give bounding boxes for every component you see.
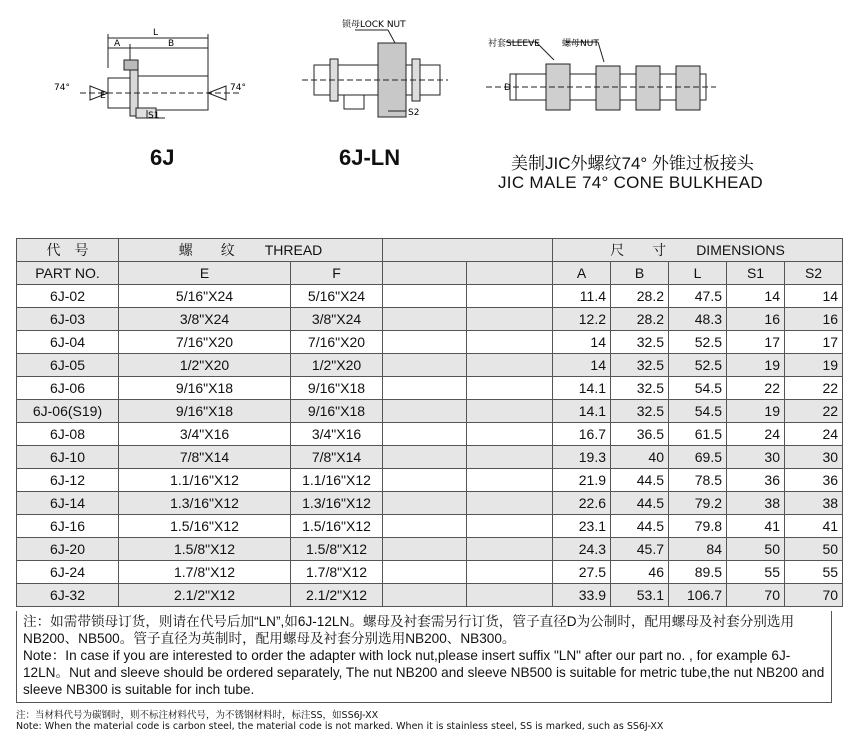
dim-s1-label: S1 (148, 111, 160, 121)
cell-thread-e: 1.1/16"X12 (119, 469, 291, 492)
cell-empty (467, 584, 553, 607)
cell-empty (383, 423, 467, 446)
drawing-6j-ln (300, 15, 450, 125)
cell-a: 14 (553, 331, 611, 354)
cell-l: 84 (669, 538, 727, 561)
dim-a-label: A (114, 39, 121, 49)
cell-b: 44.5 (611, 515, 669, 538)
header-e: E (119, 262, 291, 285)
cell-b: 28.2 (611, 285, 669, 308)
cell-part-no: 6J-12 (17, 469, 119, 492)
header-l: L (669, 262, 727, 285)
cell-empty (383, 285, 467, 308)
header-b: B (611, 262, 669, 285)
cell-l: 61.5 (669, 423, 727, 446)
table-row (17, 469, 843, 492)
cell-l: 48.3 (669, 308, 727, 331)
cell-thread-f: 5/16"X24 (291, 285, 383, 308)
cell-empty (383, 400, 467, 423)
cell-s2: 38 (785, 492, 843, 515)
cell-empty (383, 446, 467, 469)
cell-empty (467, 354, 553, 377)
cell-part-no: 6J-06(S19) (17, 400, 119, 423)
cell-part-no: 6J-02 (17, 285, 119, 308)
header-part-cn: 代 号 (17, 239, 119, 262)
sleeve-label: 衬套SLEEVE (488, 39, 540, 49)
product-title-cn: 美制JIC外螺纹74° 外锥过板接头 (511, 154, 754, 173)
cell-part-no: 6J-05 (17, 354, 119, 377)
cell-b: 32.5 (611, 331, 669, 354)
cell-s1: 16 (727, 308, 785, 331)
cell-empty (467, 285, 553, 308)
drawing-assembly (486, 30, 716, 120)
model-6j: 6J (150, 145, 175, 170)
cell-part-no: 6J-14 (17, 492, 119, 515)
cell-s1: 70 (727, 584, 785, 607)
table-row (17, 400, 843, 423)
cell-empty (467, 308, 553, 331)
header-s2: S2 (785, 262, 843, 285)
cell-empty (383, 584, 467, 607)
cell-empty (467, 515, 553, 538)
header-a: A (553, 262, 611, 285)
cell-thread-e: 1.7/8"X12 (119, 561, 291, 584)
drawing-6j (50, 20, 260, 130)
footnote-cn: 注：当材料代号为碳钢时，则不标注材料代号，为不锈钢材料时，标注SS，如SS6J-XX (16, 710, 379, 721)
cell-b: 44.5 (611, 469, 669, 492)
cell-thread-e: 3/8"X24 (119, 308, 291, 331)
note-box (16, 611, 832, 703)
cell-a: 22.6 (553, 492, 611, 515)
cell-s1: 36 (727, 469, 785, 492)
cell-s1: 24 (727, 423, 785, 446)
cell-s1: 22 (727, 377, 785, 400)
cell-a: 12.2 (553, 308, 611, 331)
cell-a: 14.1 (553, 400, 611, 423)
header-empty-1 (383, 262, 467, 285)
cell-part-no: 6J-16 (17, 515, 119, 538)
cell-a: 16.7 (553, 423, 611, 446)
table-body (17, 285, 843, 607)
note-cn: 注：如需带锁母订货，则请在代号后加“LN”,如6J-12LN。螺母及衬套需另行订货，管子直径D为公制时，配用螺母及衬套分别选用NB200、NB500。管子直径为英制时，配用螺母及衬套分别选用NB200、NB300。 (23, 614, 795, 646)
cell-thread-f: 2.1/2"X12 (291, 584, 383, 607)
cell-empty (467, 538, 553, 561)
dim-l-label: L (153, 28, 159, 38)
cell-s2: 22 (785, 400, 843, 423)
cell-thread-f: 1/2"X20 (291, 354, 383, 377)
dim-s2-label: S2 (408, 108, 420, 118)
cell-empty (467, 561, 553, 584)
angle-right-label: 74° (230, 83, 246, 93)
cell-part-no: 6J-32 (17, 584, 119, 607)
cell-part-no: 6J-24 (17, 561, 119, 584)
cell-empty (467, 377, 553, 400)
cell-l: 78.5 (669, 469, 727, 492)
cell-thread-e: 7/16"X20 (119, 331, 291, 354)
cell-s2: 50 (785, 538, 843, 561)
cell-empty (383, 561, 467, 584)
dim-b-label: B (168, 39, 175, 49)
cell-l: 89.5 (669, 561, 727, 584)
cell-a: 14.1 (553, 377, 611, 400)
cell-s1: 50 (727, 538, 785, 561)
cell-b: 44.5 (611, 492, 669, 515)
cell-l: 106.7 (669, 584, 727, 607)
cell-s2: 17 (785, 331, 843, 354)
cell-empty (467, 492, 553, 515)
cell-empty (467, 331, 553, 354)
cell-empty (383, 492, 467, 515)
cell-part-no: 6J-03 (17, 308, 119, 331)
cell-thread-e: 7/8"X14 (119, 446, 291, 469)
cell-thread-f: 9/16"X18 (291, 400, 383, 423)
cell-thread-f: 1.5/16"X12 (291, 515, 383, 538)
cell-a: 33.9 (553, 584, 611, 607)
cell-s1: 17 (727, 331, 785, 354)
cell-empty (383, 538, 467, 561)
cell-thread-e: 3/4"X16 (119, 423, 291, 446)
cell-part-no: 6J-20 (17, 538, 119, 561)
cell-a: 19.3 (553, 446, 611, 469)
cell-thread-f: 1.3/16"X12 (291, 492, 383, 515)
lock-nut-label: 锁母LOCK NUT (342, 20, 406, 30)
cell-part-no: 6J-04 (17, 331, 119, 354)
header-blank (383, 239, 553, 262)
cell-b: 46 (611, 561, 669, 584)
cell-s1: 19 (727, 400, 785, 423)
table-row (17, 377, 843, 400)
cell-b: 53.1 (611, 584, 669, 607)
table-row (17, 354, 843, 377)
cell-l: 47.5 (669, 285, 727, 308)
cell-a: 27.5 (553, 561, 611, 584)
cell-thread-e: 9/16"X18 (119, 400, 291, 423)
table-row (17, 492, 843, 515)
cell-empty (383, 469, 467, 492)
cell-s2: 16 (785, 308, 843, 331)
cell-empty (383, 308, 467, 331)
cell-b: 32.5 (611, 354, 669, 377)
cell-l: 69.5 (669, 446, 727, 469)
header-f: F (291, 262, 383, 285)
cell-s1: 14 (727, 285, 785, 308)
table-row (17, 423, 843, 446)
angle-left-label: 74° (54, 83, 70, 93)
cell-a: 21.9 (553, 469, 611, 492)
cell-thread-f: 7/8"X14 (291, 446, 383, 469)
cell-b: 36.5 (611, 423, 669, 446)
cell-empty (383, 354, 467, 377)
table-row (17, 331, 843, 354)
spec-table (16, 238, 843, 607)
header-dimensions: 尺 寸 DIMENSIONS (553, 239, 843, 262)
cell-s2: 19 (785, 354, 843, 377)
table-row (17, 561, 843, 584)
header-thread: 螺 纹 THREAD (119, 239, 383, 262)
cell-s2: 36 (785, 469, 843, 492)
dim-e-label: E (100, 91, 106, 101)
cell-thread-e: 1.5/8"X12 (119, 538, 291, 561)
cell-empty (383, 377, 467, 400)
cell-s1: 38 (727, 492, 785, 515)
cell-s2: 14 (785, 285, 843, 308)
table-row (17, 308, 843, 331)
header-s1: S1 (727, 262, 785, 285)
cell-thread-e: 1.5/16"X12 (119, 515, 291, 538)
cell-s2: 70 (785, 584, 843, 607)
cell-l: 79.2 (669, 492, 727, 515)
cell-l: 54.5 (669, 400, 727, 423)
cell-s2: 55 (785, 561, 843, 584)
cell-thread-f: 1.7/8"X12 (291, 561, 383, 584)
cell-empty (467, 400, 553, 423)
cell-thread-f: 3/4"X16 (291, 423, 383, 446)
cell-part-no: 6J-06 (17, 377, 119, 400)
cell-s2: 24 (785, 423, 843, 446)
cell-b: 28.2 (611, 308, 669, 331)
cell-a: 24.3 (553, 538, 611, 561)
cell-b: 40 (611, 446, 669, 469)
cell-b: 45.7 (611, 538, 669, 561)
table-row (17, 446, 843, 469)
cell-empty (467, 423, 553, 446)
cell-l: 52.5 (669, 331, 727, 354)
cell-thread-e: 1.3/16"X12 (119, 492, 291, 515)
cell-s2: 41 (785, 515, 843, 538)
cell-b: 32.5 (611, 377, 669, 400)
cell-s2: 30 (785, 446, 843, 469)
cell-part-no: 6J-08 (17, 423, 119, 446)
cell-thread-e: 2.1/2"X12 (119, 584, 291, 607)
footnote-en: Note: When the material code is carbon steel, the material code is not marked. When it is stainless steel, SS is marked, such as SS6J-XX (16, 721, 664, 732)
header-part-en: PART NO. (17, 262, 119, 285)
table-row (17, 515, 843, 538)
cell-thread-f: 1.1/16"X12 (291, 469, 383, 492)
cell-part-no: 6J-10 (17, 446, 119, 469)
cell-empty (467, 446, 553, 469)
cell-a: 23.1 (553, 515, 611, 538)
cell-thread-e: 1/2"X20 (119, 354, 291, 377)
cell-empty (383, 331, 467, 354)
cell-l: 52.5 (669, 354, 727, 377)
cell-thread-f: 9/16"X18 (291, 377, 383, 400)
note-en: Note：In case if you are interested to order the adapter with lock nut,please insert suffix "LN" after our part no. , for example 6J-12LN。Nut and sleeve should be ordered separately, The nut NB200 and sleeve NB500 is suitable for metric tube,the nut NB200 and sleeve NB300 is suitable for inch tube. (23, 648, 825, 697)
nut-label: 螺母NUT (562, 39, 599, 49)
model-6j-ln: 6J-LN (339, 145, 401, 170)
cell-thread-f: 1.5/8"X12 (291, 538, 383, 561)
cell-thread-e: 9/16"X18 (119, 377, 291, 400)
cell-l: 54.5 (669, 377, 727, 400)
header-empty-2 (467, 262, 553, 285)
cell-s1: 30 (727, 446, 785, 469)
cell-l: 79.8 (669, 515, 727, 538)
table-row (17, 584, 843, 607)
cell-s1: 55 (727, 561, 785, 584)
cell-b: 32.5 (611, 400, 669, 423)
cell-thread-f: 3/8"X24 (291, 308, 383, 331)
cell-s1: 19 (727, 354, 785, 377)
table-row (17, 285, 843, 308)
dim-d-label: D (504, 83, 511, 93)
cell-empty (383, 515, 467, 538)
cell-thread-f: 7/16"X20 (291, 331, 383, 354)
table-row (17, 538, 843, 561)
product-title-en: JIC MALE 74° CONE BULKHEAD (498, 173, 763, 192)
cell-a: 11.4 (553, 285, 611, 308)
cell-s1: 41 (727, 515, 785, 538)
cell-thread-e: 5/16"X24 (119, 285, 291, 308)
cell-s2: 22 (785, 377, 843, 400)
cell-empty (467, 469, 553, 492)
cell-a: 14 (553, 354, 611, 377)
